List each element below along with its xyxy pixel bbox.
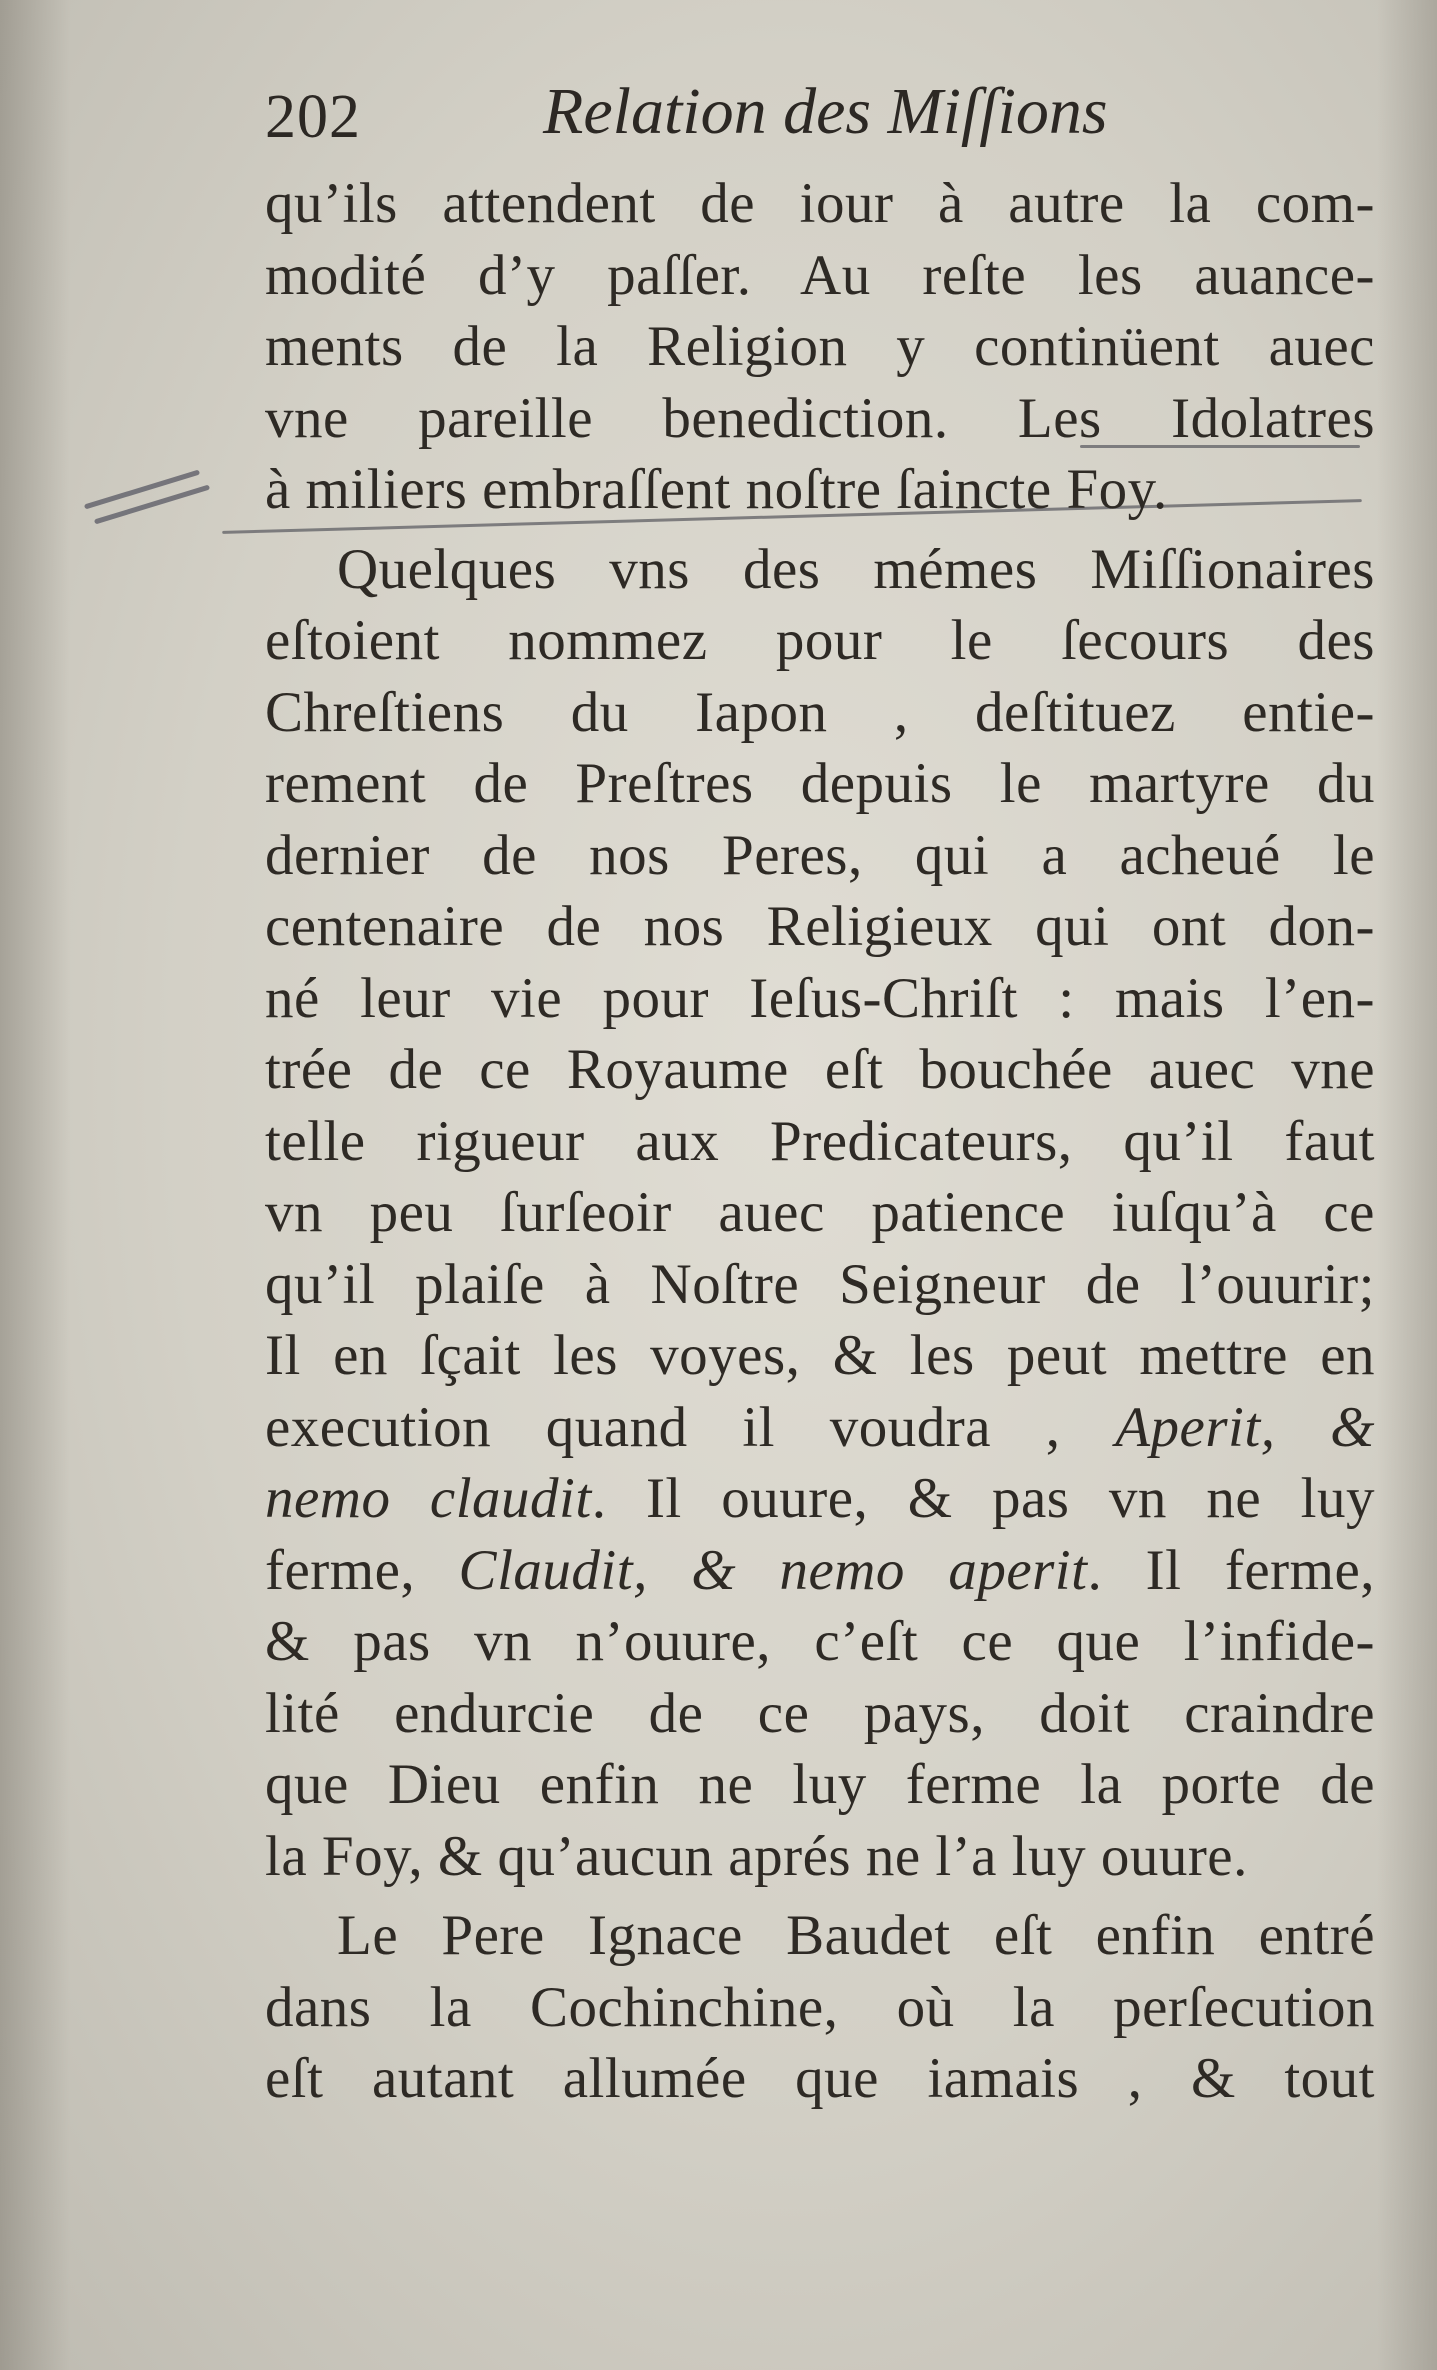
text-line-mixed [265, 1463, 1375, 1535]
text-line-mixed [265, 1392, 1375, 1464]
text-line: dernier de nos Peres, qui a acheué le [265, 823, 1375, 887]
text-line: telle rigueur aux Predicateurs, qu’il faut [265, 1109, 1375, 1173]
text-line: lité endurcie de ce pays, doit craindre [265, 1681, 1375, 1745]
text-line: rement de Preſtres depuis le martyre du [265, 752, 1375, 815]
text-line: trée de ce Royaume eſt bouchée auec vne [265, 1038, 1375, 1101]
text-line: dans la Cochinchine, où la perſecution [265, 1975, 1375, 2039]
text-line: ments de la Religion y continüent auec [265, 315, 1375, 378]
paragraph-first-line: Quelques vns des mémes Miſſionaires [337, 537, 1375, 601]
text-run: . Il ferme, [1087, 1538, 1375, 1602]
text-line: modité d’y paſſer. Au reſte les auance- [265, 243, 1375, 307]
page-number: 202 [265, 83, 361, 151]
text-line: eſtoient nommez pour le ſecours des [265, 609, 1375, 672]
page-edge-shadow-right [1377, 0, 1437, 2370]
text-line: Il en ſçait les voyes, & les peut mettre en [265, 1324, 1375, 1387]
latin-quote: Aperit, & [1115, 1395, 1376, 1459]
page-header [265, 74, 1375, 164]
text-line: & pas vn n’ouure, c’eſt ce que l’infide- [265, 1610, 1375, 1673]
pencil-margin-mark [84, 470, 200, 510]
text-line: la Foy, & qu’aucun aprés ne l’a luy ouure. [265, 1824, 1248, 1888]
latin-quote: nemo claudit [265, 1467, 592, 1530]
text-line: Chreſtiens du Iapon , deſtituez entie- [265, 680, 1375, 744]
running-title: Relation des Miſſions [543, 75, 1108, 148]
text-line: qu’ils attendent de iour à autre la com- [265, 172, 1375, 235]
paragraph-first-line: Le Pere Ignace Baudet eſt enfin entré [337, 1904, 1375, 1967]
text-run: ferme, [265, 1538, 459, 1602]
text-line: né leur vie pour Ieſus-Chriſt : mais l’en- [265, 966, 1375, 1030]
text-run: execution quand il voudra , [265, 1395, 1116, 1459]
text-line-mixed [265, 1535, 1375, 1607]
text-run: . Il ouure, & pas vn ne luy [591, 1467, 1375, 1530]
page-edge-shadow-left [0, 0, 70, 2370]
body-text [265, 168, 1375, 2115]
text-line: vne pareille benediction. Les Idolatres [265, 386, 1375, 450]
text-line: vn peu ſurſeoir auec patience iuſqu’à ce [265, 1181, 1375, 1244]
text-line: qu’il plaiſe à Noſtre Seigneur de l’ouurir; [265, 1252, 1375, 1316]
text-line: eſt autant allumée que iamais , & tout [265, 2047, 1375, 2110]
pencil-margin-mark [94, 485, 210, 525]
text-line: que Dieu enfin ne luy ferme la porte de [265, 1753, 1375, 1816]
latin-quote: Claudit, & nemo aperit [458, 1538, 1088, 1602]
text-line: centenaire de nos Religieux qui ont don- [265, 895, 1375, 958]
text-line: à miliers embraſſent noſtre ſaincte Foy. [265, 458, 1168, 521]
